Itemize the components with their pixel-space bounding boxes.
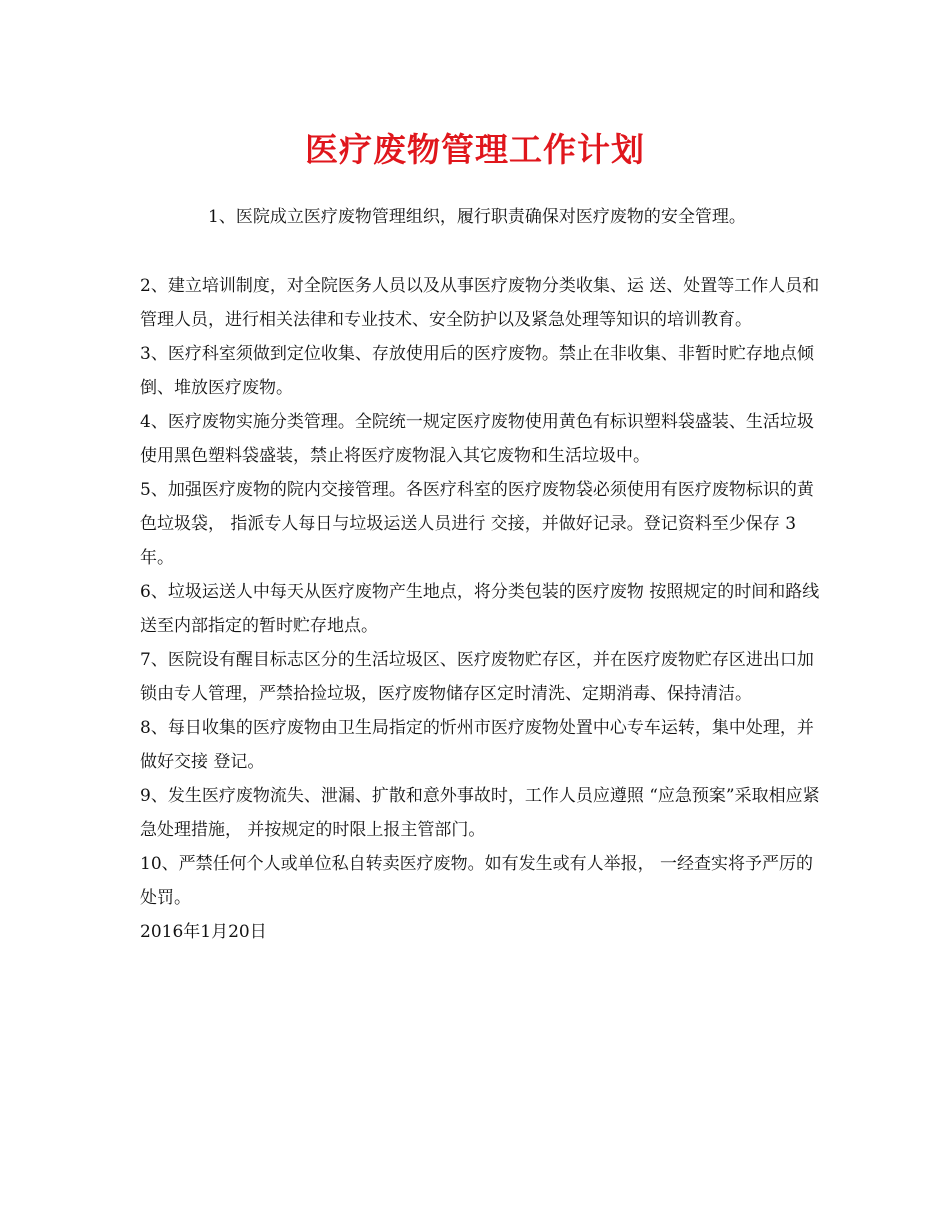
- paragraph-1: 1、医院成立医疗废物管理组织，履行职责确保对医疗废物的安全管理。: [208, 207, 746, 227]
- paragraph-10: 10、严禁任何个人或单位私自转卖医疗废物。如有发生或有人举报， 一经查实将予严厉的处罚。: [140, 854, 814, 908]
- paragraph-5: 5、加强医疗废物的院内交接管理。各医疗科室的医疗废物袋必须使用有医疗废物标识的黄色垃圾袋， 指派专人每日与垃圾运送人员进行 交接，并做好记录。登记资料至少保存 3 年。: [140, 480, 814, 568]
- paragraph-7: 7、医院设有醒目标志区分的生活垃圾区、医疗废物贮存区，并在医疗废物贮存区进出口加锁由专人管理，严禁拾捡垃圾，医疗废物储存区定时清洗、定期消毒、保持清洁。: [140, 650, 814, 704]
- document-date: 2016年1月20日: [140, 922, 267, 942]
- paragraph-6: 6、垃圾运送人中每天从医疗废物产生地点，将分类包装的医疗废物 按照规定的时间和路线送至内部指定的暂时贮存地点。: [140, 582, 820, 636]
- document-body: [140, 200, 822, 949]
- paragraph-3: 3、医疗科室须做到定位收集、存放使用后的医疗废物。禁止在非收集、非暂时贮存地点倾倒、堆放医疗废物。: [140, 344, 814, 398]
- paragraph-8: 8、每日收集的医疗废物由卫生局指定的忻州市医疗废物处置中心专车运转，集中处理，并做好交接 登记。: [140, 718, 814, 772]
- document-title: 医疗废物管理工作计划: [305, 130, 645, 169]
- paragraph-2: 2、建立培训制度，对全院医务人员以及从事医疗废物分类收集、运 送、处置等工作人员和管理人员，进行相关法律和专业技术、安全防护以及紧急处理等知识的培训教育。: [140, 276, 820, 330]
- paragraph-9: 9、发生医疗废物流失、泄漏、扩散和意外事故时，工作人员应遵照 “应急预案”采取相应紧急处理措施， 并按规定的时限上报主管部门。: [140, 786, 820, 840]
- paragraph-4: 4、医疗废物实施分类管理。全院统一规定医疗废物使用黄色有标识塑料袋盛装、生活垃圾使用黑色塑料袋盛装，禁止将医疗废物混入其它废物和生活垃圾中。: [140, 412, 814, 466]
